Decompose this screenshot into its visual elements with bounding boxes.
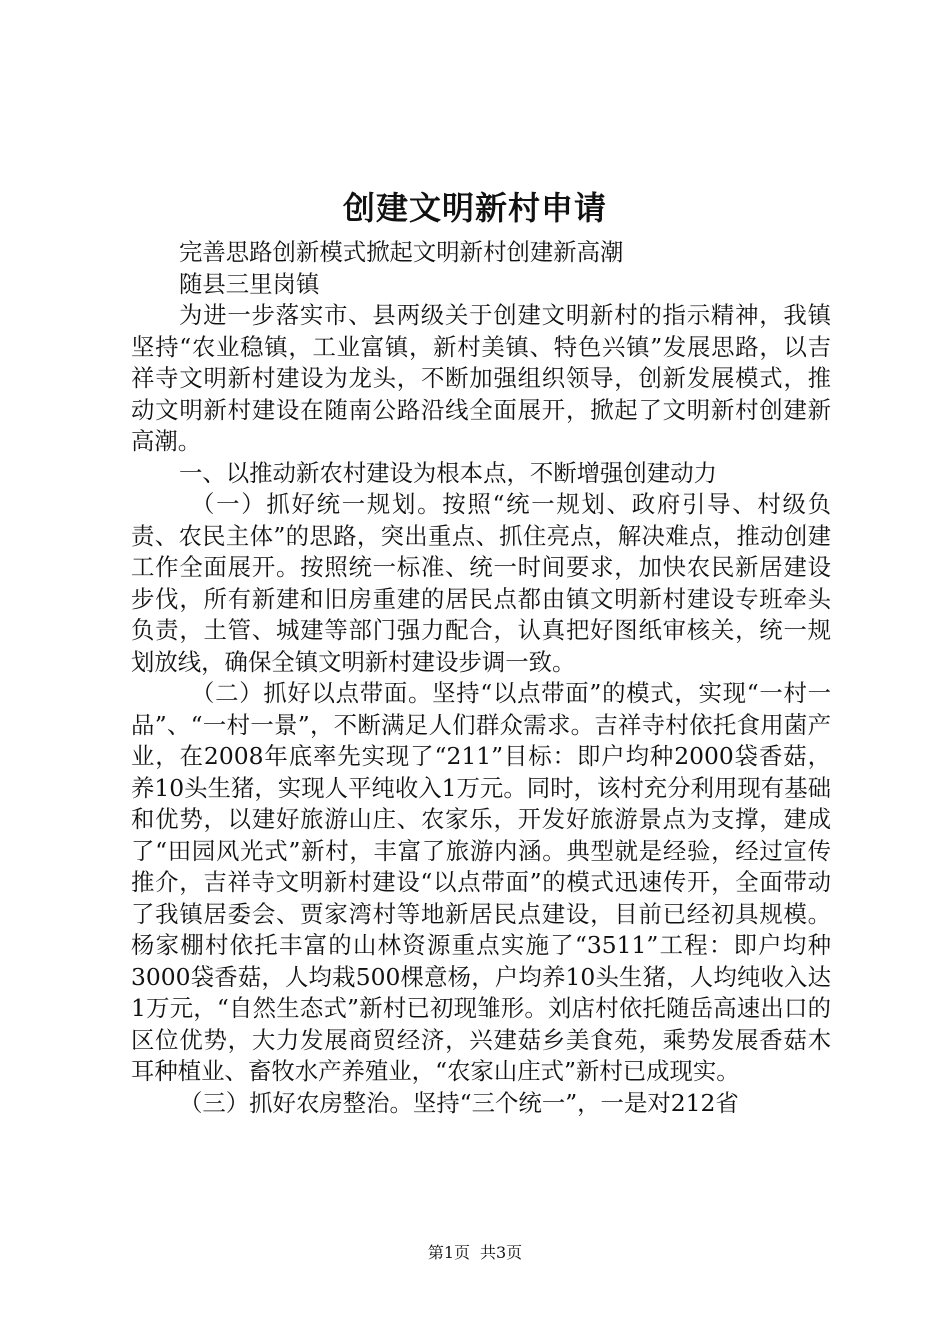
subtitle-line: 完善思路创新模式掀起文明新村创建新高潮 bbox=[179, 238, 624, 266]
page-total: 共3页 bbox=[480, 1243, 523, 1262]
paragraph-intro: 为进一步落实市、县两级关于创建文明新村的指示精神，我镇坚持“农业稳镇，工业富镇，新村美镇、特色兴镇”发展思路，以吉祥寺文明新村建设为龙头，不断加强组织领导，创新发展模式，推动文明新村建设在随南公路沿线全面展开，掀起了文明新村创建新高潮。 bbox=[131, 301, 831, 455]
paragraph-demonstration: （二）抓好以点带面。坚持“以点带面”的模式，实现“一村一品”、“一村一景”，不断满足人们群众需求。吉祥寺村依托食用菌产业，在2008年底率先实现了“211”目标：即户均种2000袋香菇，养10头生猪，实现人平纯收入1万元。同时，该村充分利用现有基础和优势，以建好旅游山庄、农家乐，开发好旅游景点为支撑，建成了“田园风光式”新村，丰富了旅游内涵。典型就是经验，经过宣传推介，吉祥寺文明新村建设“以点带面”的模式迅速传开，全面带动了我镇居委会、贾家湾村等地新居民点建设，目前已经初具规模。杨家棚村依托丰富的山林资源重点实施了“3511”工程：即户均种3000袋香菇，人均栽500棵意杨，户均养10头生猪，人均纯收入达1万元，“自然生态式”新村已初现雏形。刘店村依托随岳高速出口的区位优势，大力发展商贸经济，兴建菇乡美食苑，乘势发展香菇木耳种植业、畜牧水产养殖业，“农家山庄式”新村已成现实。 bbox=[131, 679, 831, 1085]
paragraph-renovation: （三）抓好农房整治。坚持“三个统一”，一是对212省 bbox=[179, 1088, 739, 1117]
author-line: 随县三里岗镇 bbox=[179, 269, 320, 298]
page-footer bbox=[0, 1241, 950, 1265]
document-body bbox=[131, 237, 831, 1119]
document-title: 创建文明新村申请 bbox=[342, 189, 607, 227]
paragraph-planning: （一）抓好统一规划。按照“统一规划、政府引导、村级负责、农民主体”的思路，突出重点、抓住亮点，解决难点，推动创建工作全面展开。按照统一标准、统一时间要求，加快农民新居建设步伐，所有新建和旧房重建的居民点都由镇文明新村建设专班牵头负责，土管、城建等部门强力配合，认真把好图纸审核关，统一规划放线，确保全镇文明新村建设步调一致。 bbox=[131, 490, 831, 676]
section-heading: 一、以推动新农村建设为根本点，不断增强创建动力 bbox=[179, 458, 717, 487]
page-number: 第1页 bbox=[427, 1243, 470, 1262]
